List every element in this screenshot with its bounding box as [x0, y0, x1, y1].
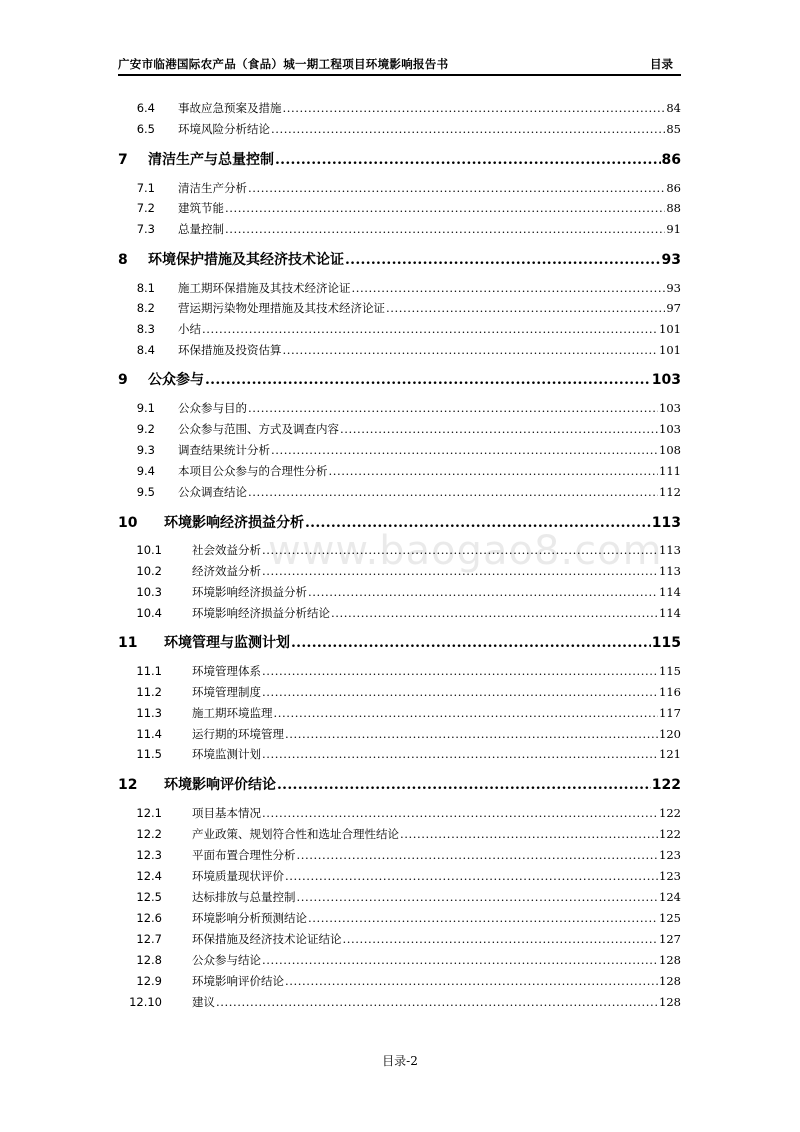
dot-leader [285, 974, 658, 988]
watermark: www.baogao8.com [268, 528, 663, 574]
toc-entry[interactable]: 7.2 建筑节能 ..... 88 [118, 200, 681, 216]
toc-entry[interactable]: 11.3 施工期环境监理 ..... 117 [118, 705, 681, 721]
dot-leader [225, 201, 665, 215]
dot-leader [285, 869, 658, 883]
header-section-label: 目录 [650, 57, 673, 71]
toc-entry[interactable]: 11.1 环境管理体系 ..... 115 [118, 663, 681, 679]
toc-entry[interactable]: 11.2 环境管理制度 ..... 116 [118, 684, 681, 700]
dot-leader [271, 122, 665, 136]
dot-leader [329, 464, 659, 478]
dot-leader [262, 953, 658, 967]
toc-entry[interactable]: 10.3 环境影响经济损益分析 ..... 114 [118, 584, 681, 600]
toc-entry[interactable]: 10.1 社会效益分析 ..... 113 [118, 542, 681, 558]
dot-leader [283, 101, 666, 115]
page-number: 目录-2 [382, 1054, 418, 1068]
toc-entry[interactable]: 7.1 清洁生产分析 ..... 86 [118, 180, 681, 196]
toc-entry[interactable]: 6.5 环境风险分析结论 ..... 85 [118, 121, 681, 137]
dot-leader [283, 343, 659, 357]
toc-entry[interactable]: 9.5 公众调查结论 ..... 112 [118, 484, 681, 500]
dot-leader [352, 281, 666, 295]
toc-chapter[interactable]: 8 环境保护措施及其经济技术论证 ..... 93 [118, 249, 681, 269]
dot-leader [225, 222, 665, 236]
dot-leader [262, 685, 658, 699]
toc-entry[interactable]: 12.6 环境影响分析预测结论 ..... 125 [118, 910, 681, 926]
dot-leader [308, 585, 658, 599]
dot-leader [343, 932, 659, 946]
dot-leader [271, 443, 658, 457]
toc-entry[interactable]: 12.3 平面布置合理性分析 ..... 123 [118, 847, 681, 863]
toc-entry[interactable]: 8.1 施工期环保措施及其技术经济论证 ..... 93 [118, 280, 681, 296]
toc-entry[interactable]: 7.3 总量控制 ..... 91 [118, 221, 681, 237]
toc-entry[interactable]: 9.4 本项目公众参与的合理性分析 ..... 111 [118, 463, 681, 479]
toc-entry[interactable]: 12.1 项目基本情况 ..... 122 [118, 805, 681, 821]
dot-leader [202, 322, 658, 336]
toc-entry[interactable]: 10.2 经济效益分析 ..... 113 [118, 563, 681, 579]
toc-chapter[interactable]: 10 环境影响经济损益分析 ..... 113 [118, 512, 681, 532]
toc-chapter[interactable]: 12 环境影响评价结论 ..... 122 [118, 774, 681, 794]
toc-entry[interactable]: 9.1 公众参与目的 ..... 103 [118, 400, 681, 416]
dot-leader [297, 890, 659, 904]
toc-chapter[interactable]: 11 环境管理与监测计划 ..... 115 [118, 632, 681, 652]
dot-leader [297, 848, 659, 862]
dot-leader [248, 485, 658, 499]
dot-leader [274, 706, 659, 720]
toc-entry[interactable]: 9.2 公众参与范围、方式及调查内容 ..... 103 [118, 421, 681, 437]
dot-leader [308, 911, 658, 925]
dot-leader [248, 181, 665, 195]
dot-leader [275, 152, 661, 168]
toc-entry[interactable]: 11.5 环境监测计划 ..... 121 [118, 746, 681, 762]
dot-leader [305, 515, 651, 531]
toc-entry[interactable]: 8.3 小结 ..... 101 [118, 321, 681, 337]
dot-leader [331, 606, 658, 620]
dot-leader [262, 806, 658, 820]
toc-entry[interactable]: 12.8 公众参与结论 ..... 128 [118, 952, 681, 968]
dot-leader [262, 543, 658, 557]
dot-leader [262, 664, 658, 678]
page-header [118, 52, 681, 76]
toc-entry[interactable]: 8.4 环保措施及投资估算 ..... 101 [118, 342, 681, 358]
toc-entry[interactable]: 12.4 环境质量现状评价 ..... 123 [118, 868, 681, 884]
toc-chapter[interactable]: 9 公众参与 ..... 103 [118, 369, 681, 389]
dot-leader [285, 727, 658, 741]
toc-entry[interactable]: 12.9 环境影响评价结论 ..... 128 [118, 973, 681, 989]
dot-leader [386, 301, 665, 315]
dot-leader [216, 995, 658, 1009]
dot-leader [205, 372, 651, 388]
toc-entry[interactable]: 9.3 调查结果统计分析 ..... 108 [118, 442, 681, 458]
toc-chapter[interactable]: 7 清洁生产与总量控制 ..... 86 [118, 149, 681, 169]
toc-entry[interactable]: 11.4 运行期的环境管理 ..... 120 [118, 726, 681, 742]
dot-leader [262, 747, 658, 761]
toc-entry[interactable]: 12.10 建议 ..... 128 [118, 994, 681, 1010]
toc-entry[interactable]: 6.4 事故应急预案及措施 ..... 84 [118, 100, 681, 116]
dot-leader [291, 635, 651, 651]
dot-leader [345, 252, 661, 268]
toc-entry[interactable]: 8.2 营运期污染物处理措施及其技术经济论证 ..... 97 [118, 300, 681, 316]
dot-leader [277, 777, 651, 793]
dot-leader [248, 401, 658, 415]
dot-leader [262, 564, 658, 578]
toc-entry[interactable]: 12.5 达标排放与总量控制 ..... 124 [118, 889, 681, 905]
document-title: 广安市临港国际农产品（食品）城一期工程项目环境影响报告书 [118, 57, 449, 71]
dot-leader [340, 422, 658, 436]
toc-entry[interactable]: 12.2 产业政策、规划符合性和选址合理性结论 ..... 122 [118, 826, 681, 842]
dot-leader [400, 827, 658, 841]
toc-entry[interactable]: 10.4 环境影响经济损益分析结论 ..... 114 [118, 605, 681, 621]
toc-entry[interactable]: 12.7 环保措施及经济技术论证结论 ..... 127 [118, 931, 681, 947]
